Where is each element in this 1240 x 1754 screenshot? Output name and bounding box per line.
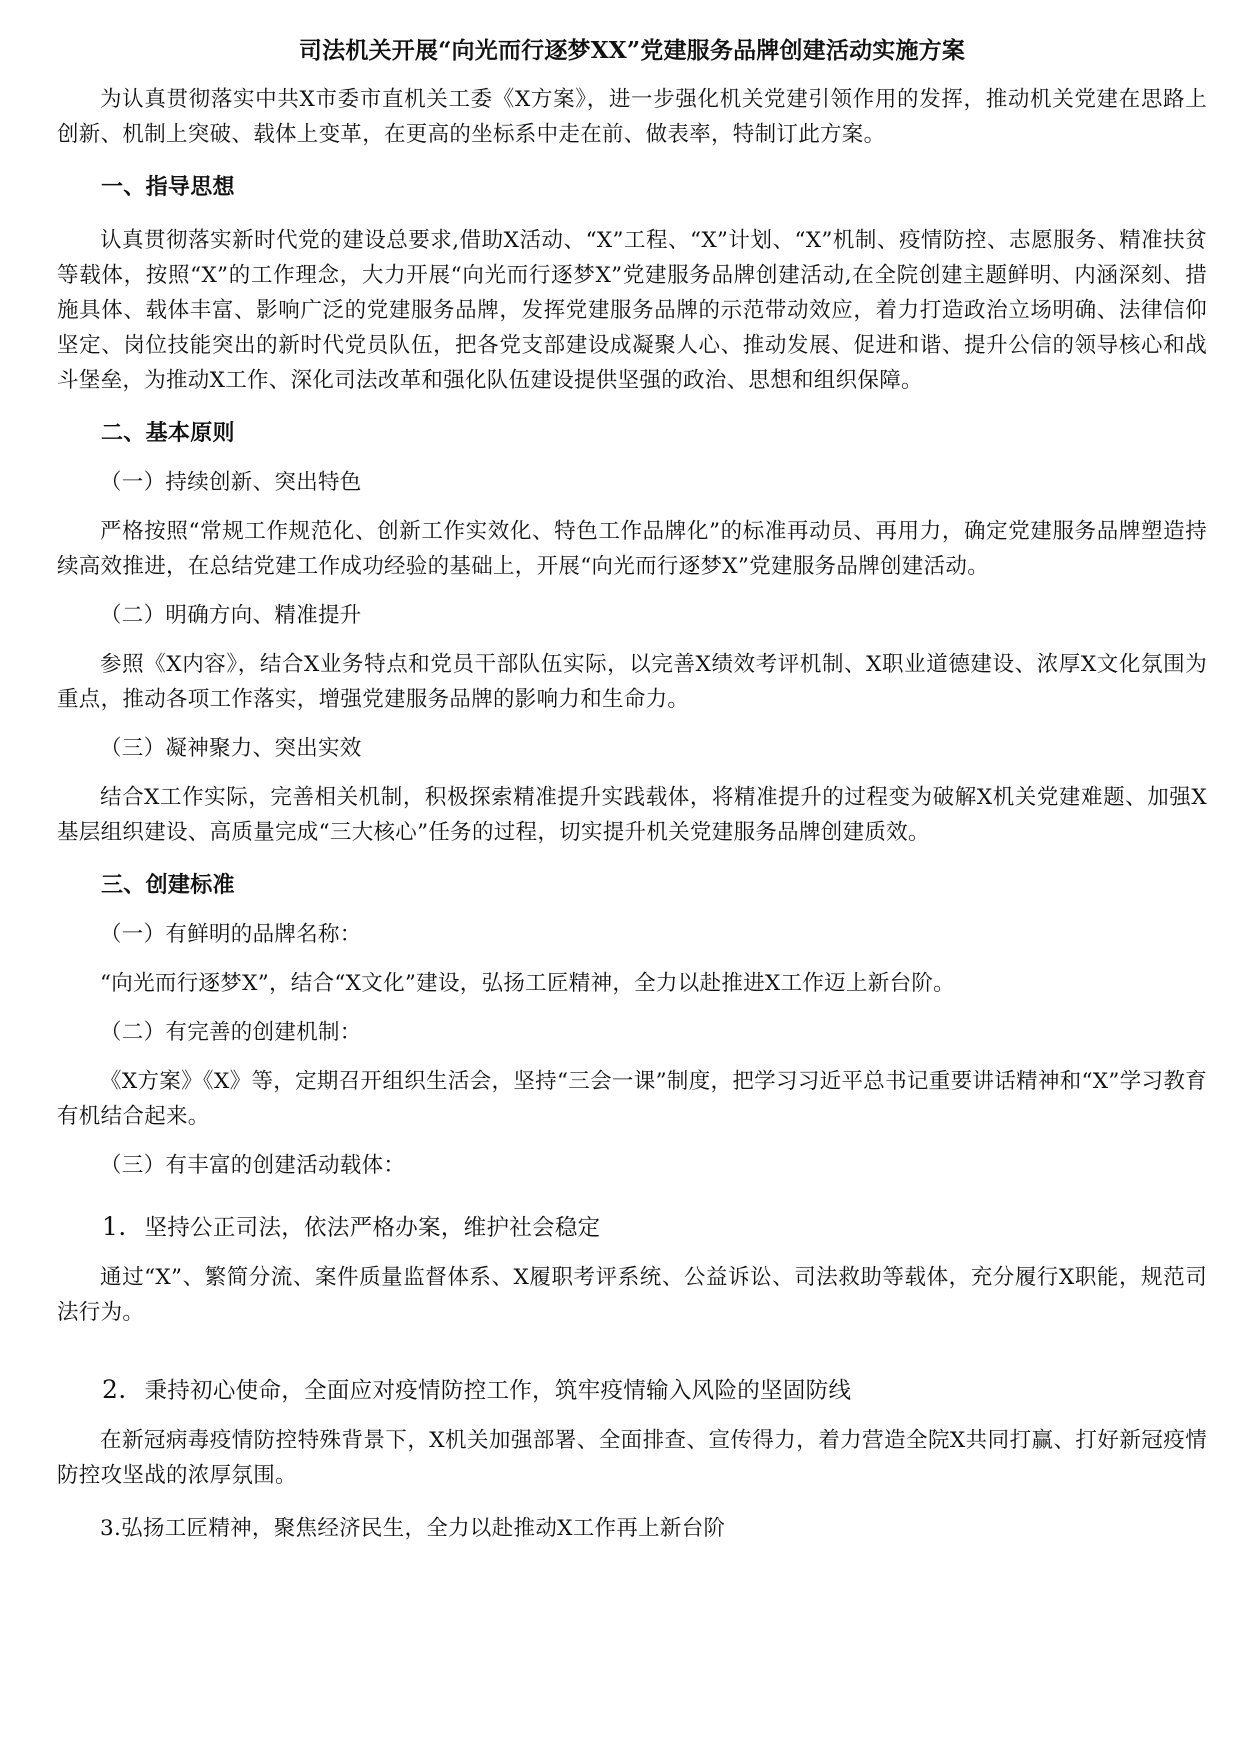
list-item-1-number: 1.: [102, 1212, 127, 1241]
subheading-principle-3: （三）凝神聚力、突出实效: [100, 736, 362, 761]
list-item-2-title: 秉持初心使命，全面应对疫情防控工作，筑牢疫情输入风险的坚固防线: [144, 1378, 852, 1404]
section-body-guiding-ideology: 认真贯彻落实新时代党的建设总要求,借助X活动、“X”工程、“X”计划、“X”机制、疫情防控、志愿服务、精准扶贫等载体，按照“X”的工作理念，大力开展“向光而行逐梦X”党建服务品牌创建活动,在全院创建主题鲜明、内涵深刻、措施具体、载体丰富、影响广泛的党建服务品牌，发挥党建服务品牌的示范带动效应，着力打造政治立场明确、法律信仰坚定、岗位技能突出的新时代党员队伍，把各党支部建设成凝聚人心、推动发展、促进和谐、提升公信的领导核心和战斗堡垒，为推动X工作、深化司法改革和强化队伍建设提供坚强的政治、思想和组织保障。: [57, 228, 1207, 393]
body-principle-2: 参照《X内容》，结合X业务特点和党员干部队伍实际，以完善X绩效考评机制、X职业道德建设、浓厚X文化氛围为重点，推动各项工作落实，增强党建服务品牌的影响力和生命力。: [57, 652, 1207, 712]
list-item-1-heading: [57, 1209, 1207, 1246]
list-item-3-heading: 3.弘扬工匠精神，聚焦经济民生，全力以赴推动X工作再上新台阶: [100, 1516, 726, 1541]
list-item-1-title: 坚持公正司法，依法严格办案，维护社会稳定: [144, 1215, 601, 1241]
body-standard-1: “向光而行逐梦X”，结合“X文化”建设，弘扬工匠精神，全力以赴推进X工作迈上新台阶。: [100, 971, 955, 996]
section-heading-standards: 三、创建标准: [101, 872, 235, 898]
subheading-standard-1: （一）有鲜明的品牌名称：: [100, 922, 362, 947]
list-item-2-heading: [57, 1372, 1207, 1409]
body-standard-2: 《X方案》《X》等，定期召开组织生活会，坚持“三会一课”制度，把学习习近平总书记重要讲话精神和“X”学习教育有机结合起来。: [57, 1069, 1207, 1129]
section-heading-basic-principles: 二、基本原则: [101, 420, 235, 446]
body-principle-1: 严格按照“常规工作规范化、创新工作实效化、特色工作品牌化”的标准再动员、再用力，确定党建服务品牌塑造持续高效推进，在总结党建工作成功经验的基础上，开展“向光而行逐梦X”党建服务品牌创建活动。: [57, 519, 1207, 579]
document-content: [57, 36, 1207, 1546]
list-item-2-body: 在新冠病毒疫情防控特殊背景下，X机关加强部署、全面排查、宣传得力，着力营造全院X共同打赢、打好新冠疫情防控攻坚战的浓厚氛围。: [57, 1428, 1207, 1488]
subheading-principle-1: （一）持续创新、突出特色: [100, 470, 362, 495]
intro-paragraph: 为认真贯彻落实中共X市委市直机关工委《X方案》，进一步强化机关党建引领作用的发挥，推动机关党建在思路上创新、机制上突破、载体上变革，在更高的坐标系中走在前、做表率，特制订此方案。: [57, 87, 1207, 147]
list-item-2-number: 2.: [102, 1375, 127, 1404]
subheading-standard-2: （二）有完善的创建机制：: [100, 1020, 362, 1045]
section-heading-guiding-ideology: 一、指导思想: [101, 174, 235, 200]
document-title: 司法机关开展“向光而行逐梦XX”党建服务品牌创建活动实施方案: [298, 37, 966, 64]
list-item-1-body: 通过“X”、繁简分流、案件质量监督体系、X履职考评系统、公益诉讼、司法救助等载体，充分履行X职能，规范司法行为。: [57, 1265, 1207, 1325]
subheading-principle-2: （二）明确方向、精准提升: [100, 603, 362, 628]
subheading-standard-3: （三）有丰富的创建活动载体：: [100, 1153, 406, 1178]
body-principle-3: 结合X工作实际，完善相关机制，积极探索精准提升实践载体，将精准提升的过程变为破解X机关党建难题、加强X基层组织建设、高质量完成“三大核心”任务的过程，切实提升机关党建服务品牌创建质效。: [57, 785, 1207, 845]
